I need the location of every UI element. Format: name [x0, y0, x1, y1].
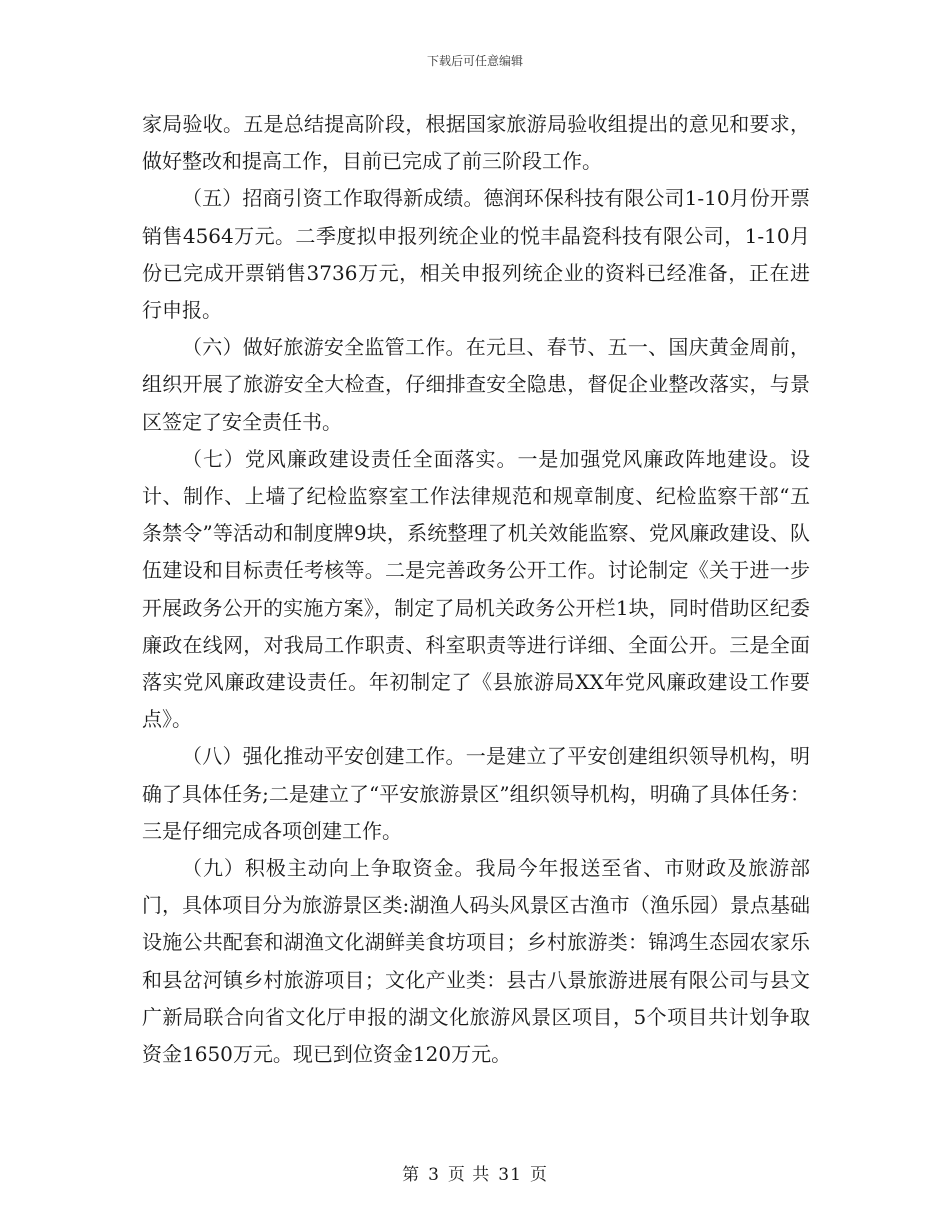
paragraph-section-6: （六）做好旅游安全监管工作。在元旦、春节、五一、国庆黄金周前，组织开展了旅游安全大检查，仔细排查安全隐患，督促企业整改落实，与景区签定了安全责任书。	[142, 335, 810, 434]
paragraph-section-5: （五）招商引资工作取得新成绩。德润环保科技有限公司1-10月份开票销售4564万元。二季度拟申报列统企业的悦丰晶瓷科技有限公司，1-10月份已完成开票销售3736万元，相关申报列统企业的资料已经准备，正在进行申报。	[142, 186, 810, 323]
footer-middle: 页 共	[447, 1165, 491, 1185]
total-pages: 31	[498, 1165, 522, 1185]
footer-suffix: 页	[529, 1165, 548, 1185]
paragraph-section-9: （九）积极主动向上争取资金。我局今年报送至省、市财政及旅游部门，具体项目分为旅游景区类:湖渔人码头风景区古渔市（渔乐园）景点基础设施公共配套和湖渔文化湖鲜美食坊项目；乡村旅游类：锦鸿生态园农家乐和县岔河镇乡村旅游项目；文化产业类：县古八景旅游进展有限公司与县文广新局联合向省文化厅申报的湖文化旅游风景区项目，5个项目共计划争取资金1650万元。现已到位资金120万元。	[142, 856, 810, 1067]
paragraph-continuation: 家局验收。五是总结提高阶段，根据国家旅游局验收组提出的意见和要求，做好整改和提高工作，目前已完成了前三阶段工作。	[142, 112, 810, 174]
document-body	[142, 106, 810, 1073]
paragraph-section-7: （七）党风廉政建设责任全面落实。一是加强党风廉政阵地建设。设计、制作、上墙了纪检监察室工作法律规范和规章制度、纪检监察干部“五条禁令”等活动和制度牌9块，系统整理了机关效能监察、党风廉政建设、队伍建设和目标责任考核等。二是完善政务公开工作。讨论制定《关于进一步开展政务公开的实施方案》，制定了局机关政务公开栏1块，同时借助区纪委廉政在线网，对我局工作职责、科室职责等进行详细、全面公开。三是全面落实党风廉政建设责任。年初制定了《县旅游局XX年党风廉政建设工作要点》。	[142, 446, 810, 732]
page-footer	[0, 1160, 950, 1185]
paragraph-section-8: （八）强化推动平安创建工作。一是建立了平安创建组织领导机构，明确了具体任务;二是建立了“平安旅游景区”组织领导机构，明确了具体任务：三是仔细完成各项创建工作。	[142, 744, 810, 843]
page-header: 下载后可任意编辑	[426, 54, 523, 68]
footer-prefix: 第	[402, 1165, 421, 1185]
page-number: 3	[428, 1165, 440, 1185]
